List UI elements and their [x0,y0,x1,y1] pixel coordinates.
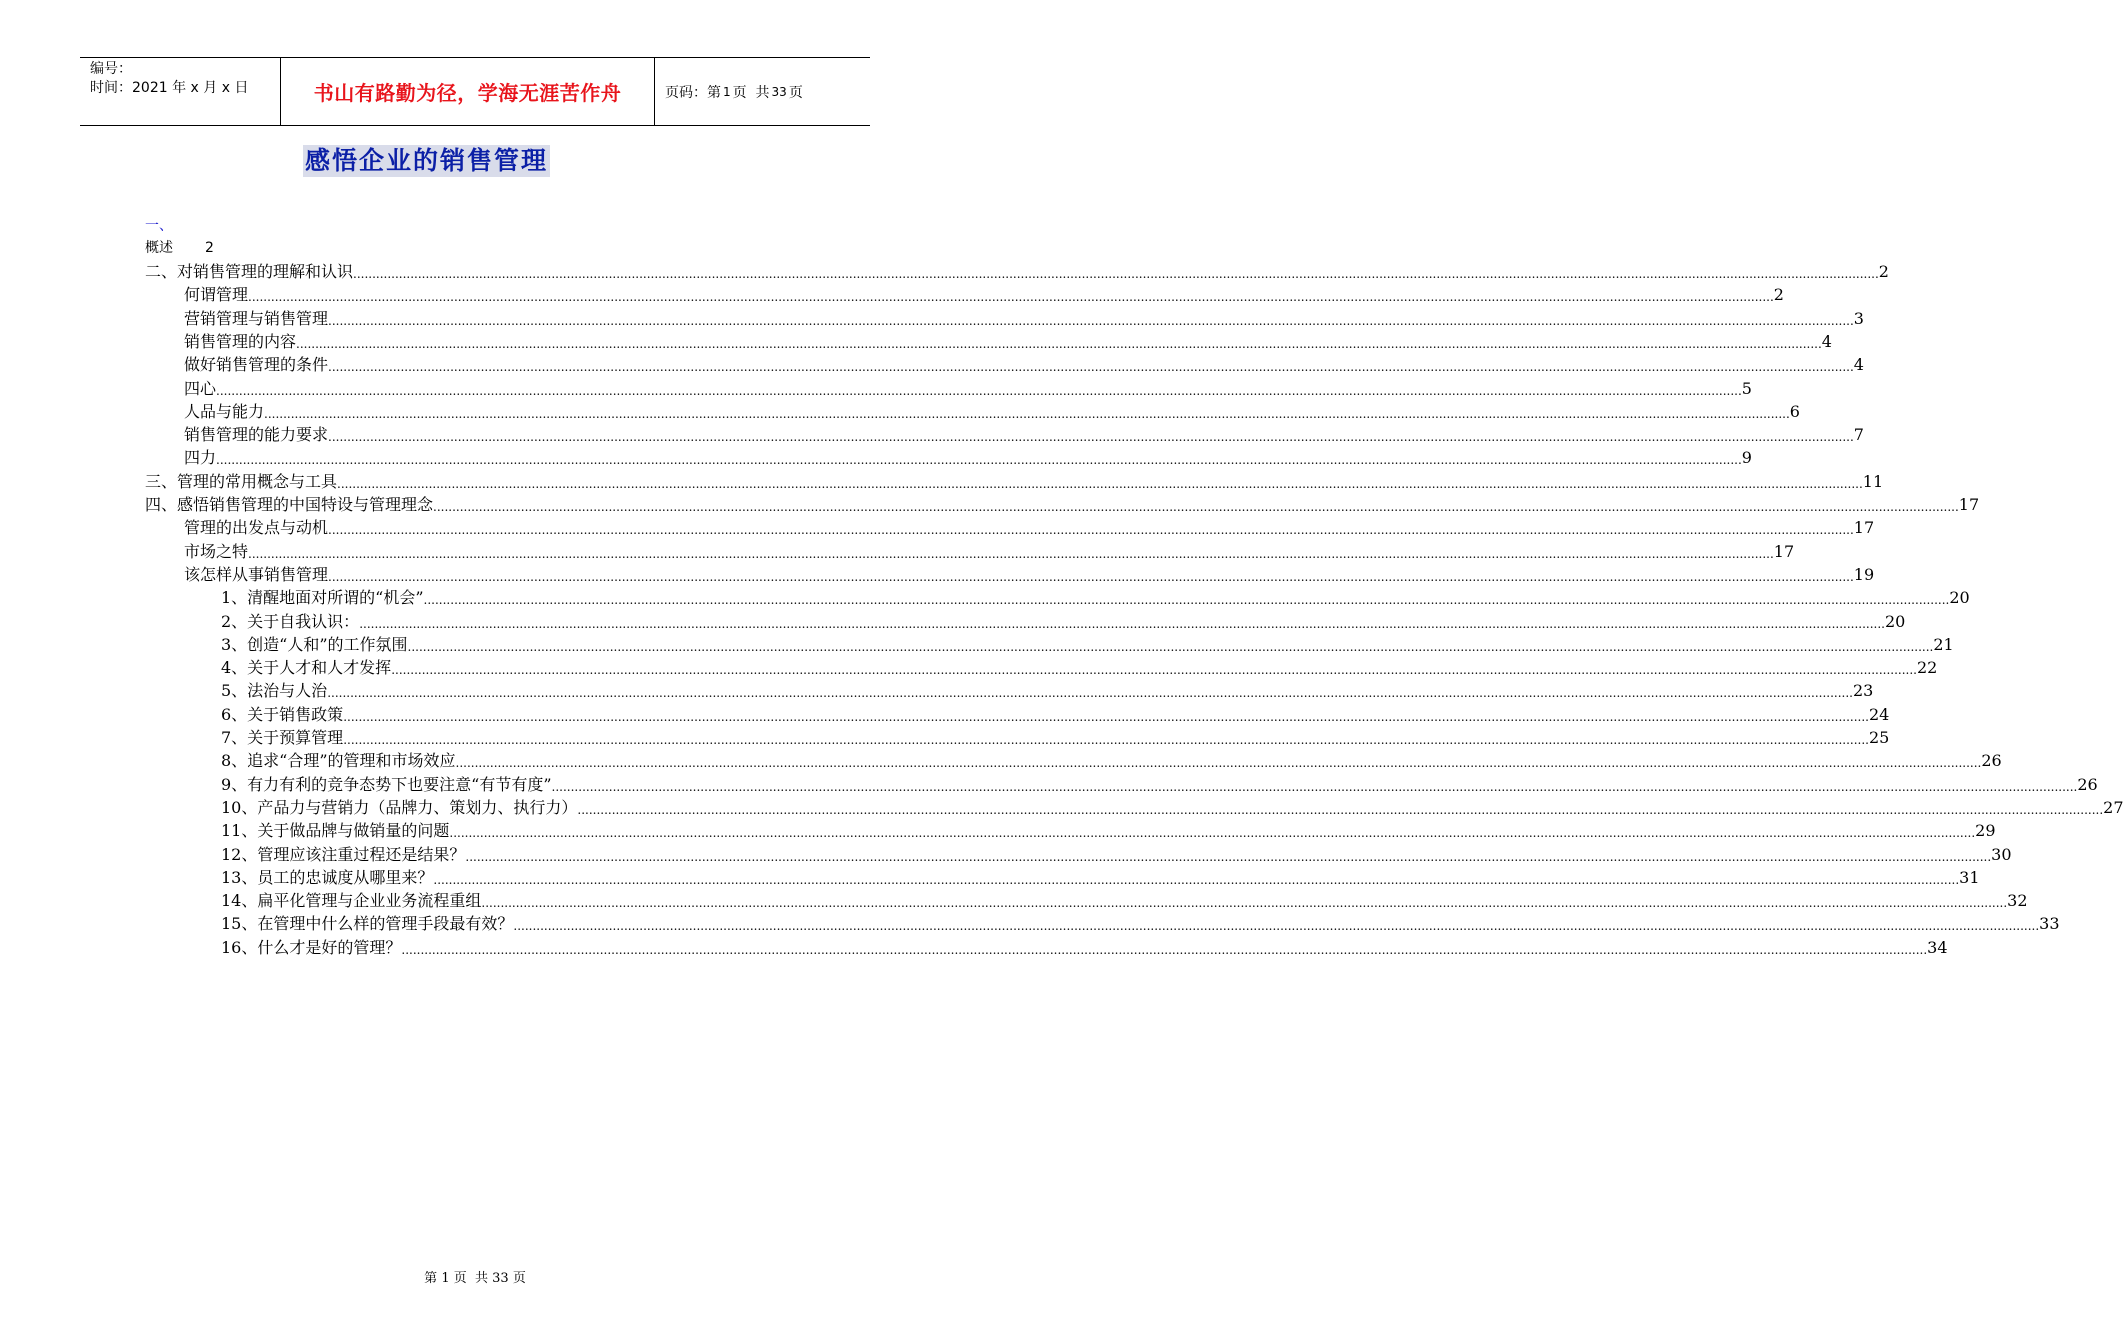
toc-entry-page: 27 [2103,797,2124,817]
toc-entry-label: 5、法治与人治 [221,681,328,701]
toc-entry-label: 市场之特 [184,541,249,561]
toc-entry[interactable] [221,819,1996,841]
toc-leader-dots: ................................................................................................................................................................................................................................................................................................................................................................................................................ [359,616,1885,631]
toc-leader-dots: ................................................................................................................................................................................................................................................................................................................................................................................................................ [449,826,1976,841]
toc-entry-label: 该怎样从事销售管理 [184,564,329,584]
toc-entry[interactable] [184,446,1752,468]
header-meta [80,58,281,125]
toc-entry-label: 管理的出发点与动机 [184,518,329,538]
toc-entry-label: 14、扁平化管理与企业业务流程重组 [221,891,482,911]
toc-entry-page: 34 [1927,937,1948,957]
toc-leader-dots: ................................................................................................................................................................................................................................................................................................................................................................................................................ [343,733,1869,747]
toc-leader-dots: ................................................................................................................................................................................................................................................................................................................................................................................................................ [513,919,2040,934]
header-page-mid: 页 共 [732,84,770,101]
toc-entry[interactable] [184,563,1875,585]
toc-entry[interactable] [184,400,1800,422]
toc-first-entry[interactable] [145,240,214,256]
page-header [80,57,870,126]
toc-entry-page: 7 [1853,425,1864,445]
header-page-current: 1 [723,84,731,99]
toc-entry[interactable] [184,307,1864,329]
toc-entry[interactable] [184,353,1864,375]
toc-entry[interactable] [221,703,1890,725]
toc-leader-dots: ................................................................................................................................................................................................................................................................................................................................................................................................................ [248,290,1774,305]
toc-entry-page: 4 [1853,355,1864,375]
header-page-total: 33 [771,84,787,99]
toc-leader-dots: ................................................................................................................................................................................................................................................................................................................................................................................................................ [481,896,2008,911]
toc-leader-dots: ................................................................................................................................................................................................................................................................................................................................................................................................................ [328,523,1854,538]
toc-entry[interactable] [221,749,2002,771]
toc-first-marker[interactable]: 一、 [145,218,173,234]
toc-entry-page: 22 [1916,658,1938,678]
toc-entry[interactable] [145,493,1980,515]
toc-entry[interactable] [221,610,1906,632]
toc-entry-page: 6 [1789,401,1800,421]
toc-leader-dots: ................................................................................................................................................................................................................................................................................................................................................................................................................ [328,569,1854,584]
toc-leader-dots: ................................................................................................................................................................................................................................................................................................................................................................................................................ [433,500,1959,514]
toc-first-page: 2 [205,240,214,256]
toc-leader-dots: ................................................................................................................................................................................................................................................................................................................................................................................................................ [465,849,1992,864]
toc-entry-page: 17 [1958,495,1980,514]
toc-leader-dots: ................................................................................................................................................................................................................................................................................................................................................................................................................ [328,430,1854,445]
toc-entry-page: 21 [1933,634,1954,654]
document-title: 感悟企业的销售管理 [305,146,549,175]
toc-entry-label: 营销管理与销售管理 [184,308,329,328]
toc-entry[interactable] [221,679,1874,701]
header-page-suffix: 页 [788,84,803,101]
toc-entry-page: 31 [1959,867,1980,887]
toc-entry[interactable] [184,540,1795,562]
toc-leader-dots: ................................................................................................................................................................................................................................................................................................................................................................................................................ [455,756,1982,771]
toc-entry[interactable] [221,633,1954,655]
toc-entry-page: 29 [1975,821,1996,841]
footer-mid: 页 共 [453,1271,488,1286]
toc-leader-dots: ................................................................................................................................................................................................................................................................................................................................................................................................................ [343,709,1869,724]
footer-suffix: 页 [512,1271,526,1286]
toc-entry-label: 四、感悟销售管理的中国特设与管理理念 [145,495,434,514]
toc-entry-page: 2 [1878,262,1889,281]
toc-entry-page: 3 [1853,308,1864,328]
toc-entry-page: 5 [1741,378,1752,398]
toc-entry-page: 26 [2077,774,2098,794]
toc-leader-dots: ................................................................................................................................................................................................................................................................................................................................................................................................................ [577,802,2104,817]
toc-entry-page: 9 [1741,448,1752,468]
toc-entry-page: 24 [1868,704,1890,724]
header-page-info [655,58,870,125]
toc-entry[interactable] [221,773,2098,795]
toc-leader-dots: ................................................................................................................................................................................................................................................................................................................................................................................................................ [328,360,1854,375]
toc-entry[interactable] [221,796,2124,818]
toc-entry-label: 1、清醒地面对所谓的“机会” [221,588,424,608]
toc-entry-label: 12、管理应该注重过程还是结果？ [221,844,466,864]
toc-entry[interactable] [221,912,2060,934]
toc-leader-dots: ................................................................................................................................................................................................................................................................................................................................................................................................................ [216,453,1742,468]
toc-leader-dots: ................................................................................................................................................................................................................................................................................................................................................................................................................ [327,686,1853,701]
toc-first-label: 概述 [145,240,173,256]
toc-entry-label: 10、产品力与营销力（品牌力、策划力、执行力） [221,797,578,817]
toc-entry-label: 7、关于预算管理 [221,728,344,747]
toc-entry[interactable] [221,843,2012,865]
toc-entry-label: 9、有力有利的竞争态势下也要注意“有节有度” [221,774,552,794]
toc-leader-dots: ................................................................................................................................................................................................................................................................................................................................................................................................................ [353,267,1879,281]
toc-entry-label: 三、管理的常用概念与工具 [145,471,338,491]
toc-entry-label: 16、什么才是好的管理？ [221,937,402,957]
toc-entry-label: 6、关于销售政策 [221,704,344,724]
toc-entry[interactable] [184,516,1875,538]
toc-entry-page: 33 [2039,914,2060,934]
header-motto-cell [281,58,655,125]
toc-leader-dots: ................................................................................................................................................................................................................................................................................................................................................................................................................ [433,872,1960,887]
toc-entry[interactable] [221,656,1938,678]
toc-entry-label: 做好销售管理的条件 [184,355,329,375]
header-page-prefix: 页码：第 [665,84,721,101]
toc-entry-page: 19 [1853,564,1875,584]
toc-entry-label: 销售管理的能力要求 [184,425,329,445]
toc-entry-label: 销售管理的内容 [184,331,297,351]
toc-entry-page: 23 [1852,681,1874,701]
footer-current: 1 [441,1271,450,1286]
toc-leader-dots: ................................................................................................................................................................................................................................................................................................................................................................................................................ [423,593,1950,608]
toc-entry-label: 8、追求“合理”的管理和市场效应 [221,751,456,771]
toc-entry-label: 四力 [184,448,217,468]
toc-entry[interactable] [145,260,1889,282]
toc-leader-dots: ................................................................................................................................................................................................................................................................................................................................................................................................................ [264,406,1790,421]
toc-entry-label: 二、对销售管理的理解和认识 [145,262,354,281]
toc-entry[interactable] [184,283,1784,305]
toc-entry[interactable] [221,726,1890,748]
document-time-label: 时间：2021 年 x 月 x 日 [90,80,249,96]
toc-leader-dots: ................................................................................................................................................................................................................................................................................................................................................................................................................ [401,942,1928,957]
toc-entry-page: 30 [1991,844,2012,864]
toc-entry-page: 26 [1981,751,2002,771]
footer-total: 33 [492,1271,509,1286]
toc-entry-page: 25 [1868,728,1890,747]
toc-entry-label: 13、员工的忠诚度从哪里来？ [221,867,434,887]
toc-entry-page: 32 [2007,891,2028,911]
toc-entry-label: 11、关于做品牌与做销量的问题 [221,821,450,841]
toc-entry[interactable] [184,423,1864,445]
toc-leader-dots: ................................................................................................................................................................................................................................................................................................................................................................................................................ [551,779,2078,794]
toc-entry[interactable] [145,470,1884,492]
toc-entry-page: 20 [1884,611,1906,631]
toc-entry-label: 何谓管理 [184,285,249,305]
toc-entry-page: 2 [1773,285,1784,305]
toc-entry-page: 17 [1853,518,1875,538]
toc-entry-label: 15、在管理中什么样的管理手段最有效？ [221,914,514,934]
toc-leader-dots: ................................................................................................................................................................................................................................................................................................................................................................................................................ [337,476,1863,491]
toc-entry-label: 3、创造“人和”的工作氛围 [221,634,408,654]
toc-entry-label: 四心 [184,378,217,398]
toc-entry-page: 4 [1821,331,1832,351]
toc-entry-label: 人品与能力 [184,401,265,421]
toc-entry[interactable] [221,866,1980,888]
toc-entry-label: 4、关于人才和人才发挥 [221,658,392,678]
toc-entry-page: 20 [1949,588,1970,608]
toc-entry-label: 2、关于自我认识： [221,611,360,631]
page-footer [0,1271,950,1287]
toc-leader-dots: ................................................................................................................................................................................................................................................................................................................................................................................................................ [248,546,1774,561]
toc-leader-dots: ................................................................................................................................................................................................................................................................................................................................................................................................................ [391,663,1917,678]
toc-entry[interactable] [184,330,1832,352]
footer-prefix: 第 [424,1271,438,1286]
toc-entry[interactable] [184,377,1752,399]
toc-leader-dots: ................................................................................................................................................................................................................................................................................................................................................................................................................ [407,639,1934,654]
toc-entry-page: 17 [1773,541,1795,561]
document-number-label: 编号： [90,61,132,77]
toc-entry[interactable] [221,889,2028,911]
toc-entry[interactable] [221,586,1970,608]
header-motto: 书山有路勤为径，学海无涯苦作舟 [313,81,622,105]
toc-entry[interactable] [221,936,1948,958]
toc-leader-dots: ................................................................................................................................................................................................................................................................................................................................................................................................................ [296,336,1822,351]
toc-leader-dots: ................................................................................................................................................................................................................................................................................................................................................................................................................ [328,313,1854,328]
toc-entry-page: 11 [1862,471,1884,491]
toc-leader-dots: ................................................................................................................................................................................................................................................................................................................................................................................................................ [216,383,1742,398]
